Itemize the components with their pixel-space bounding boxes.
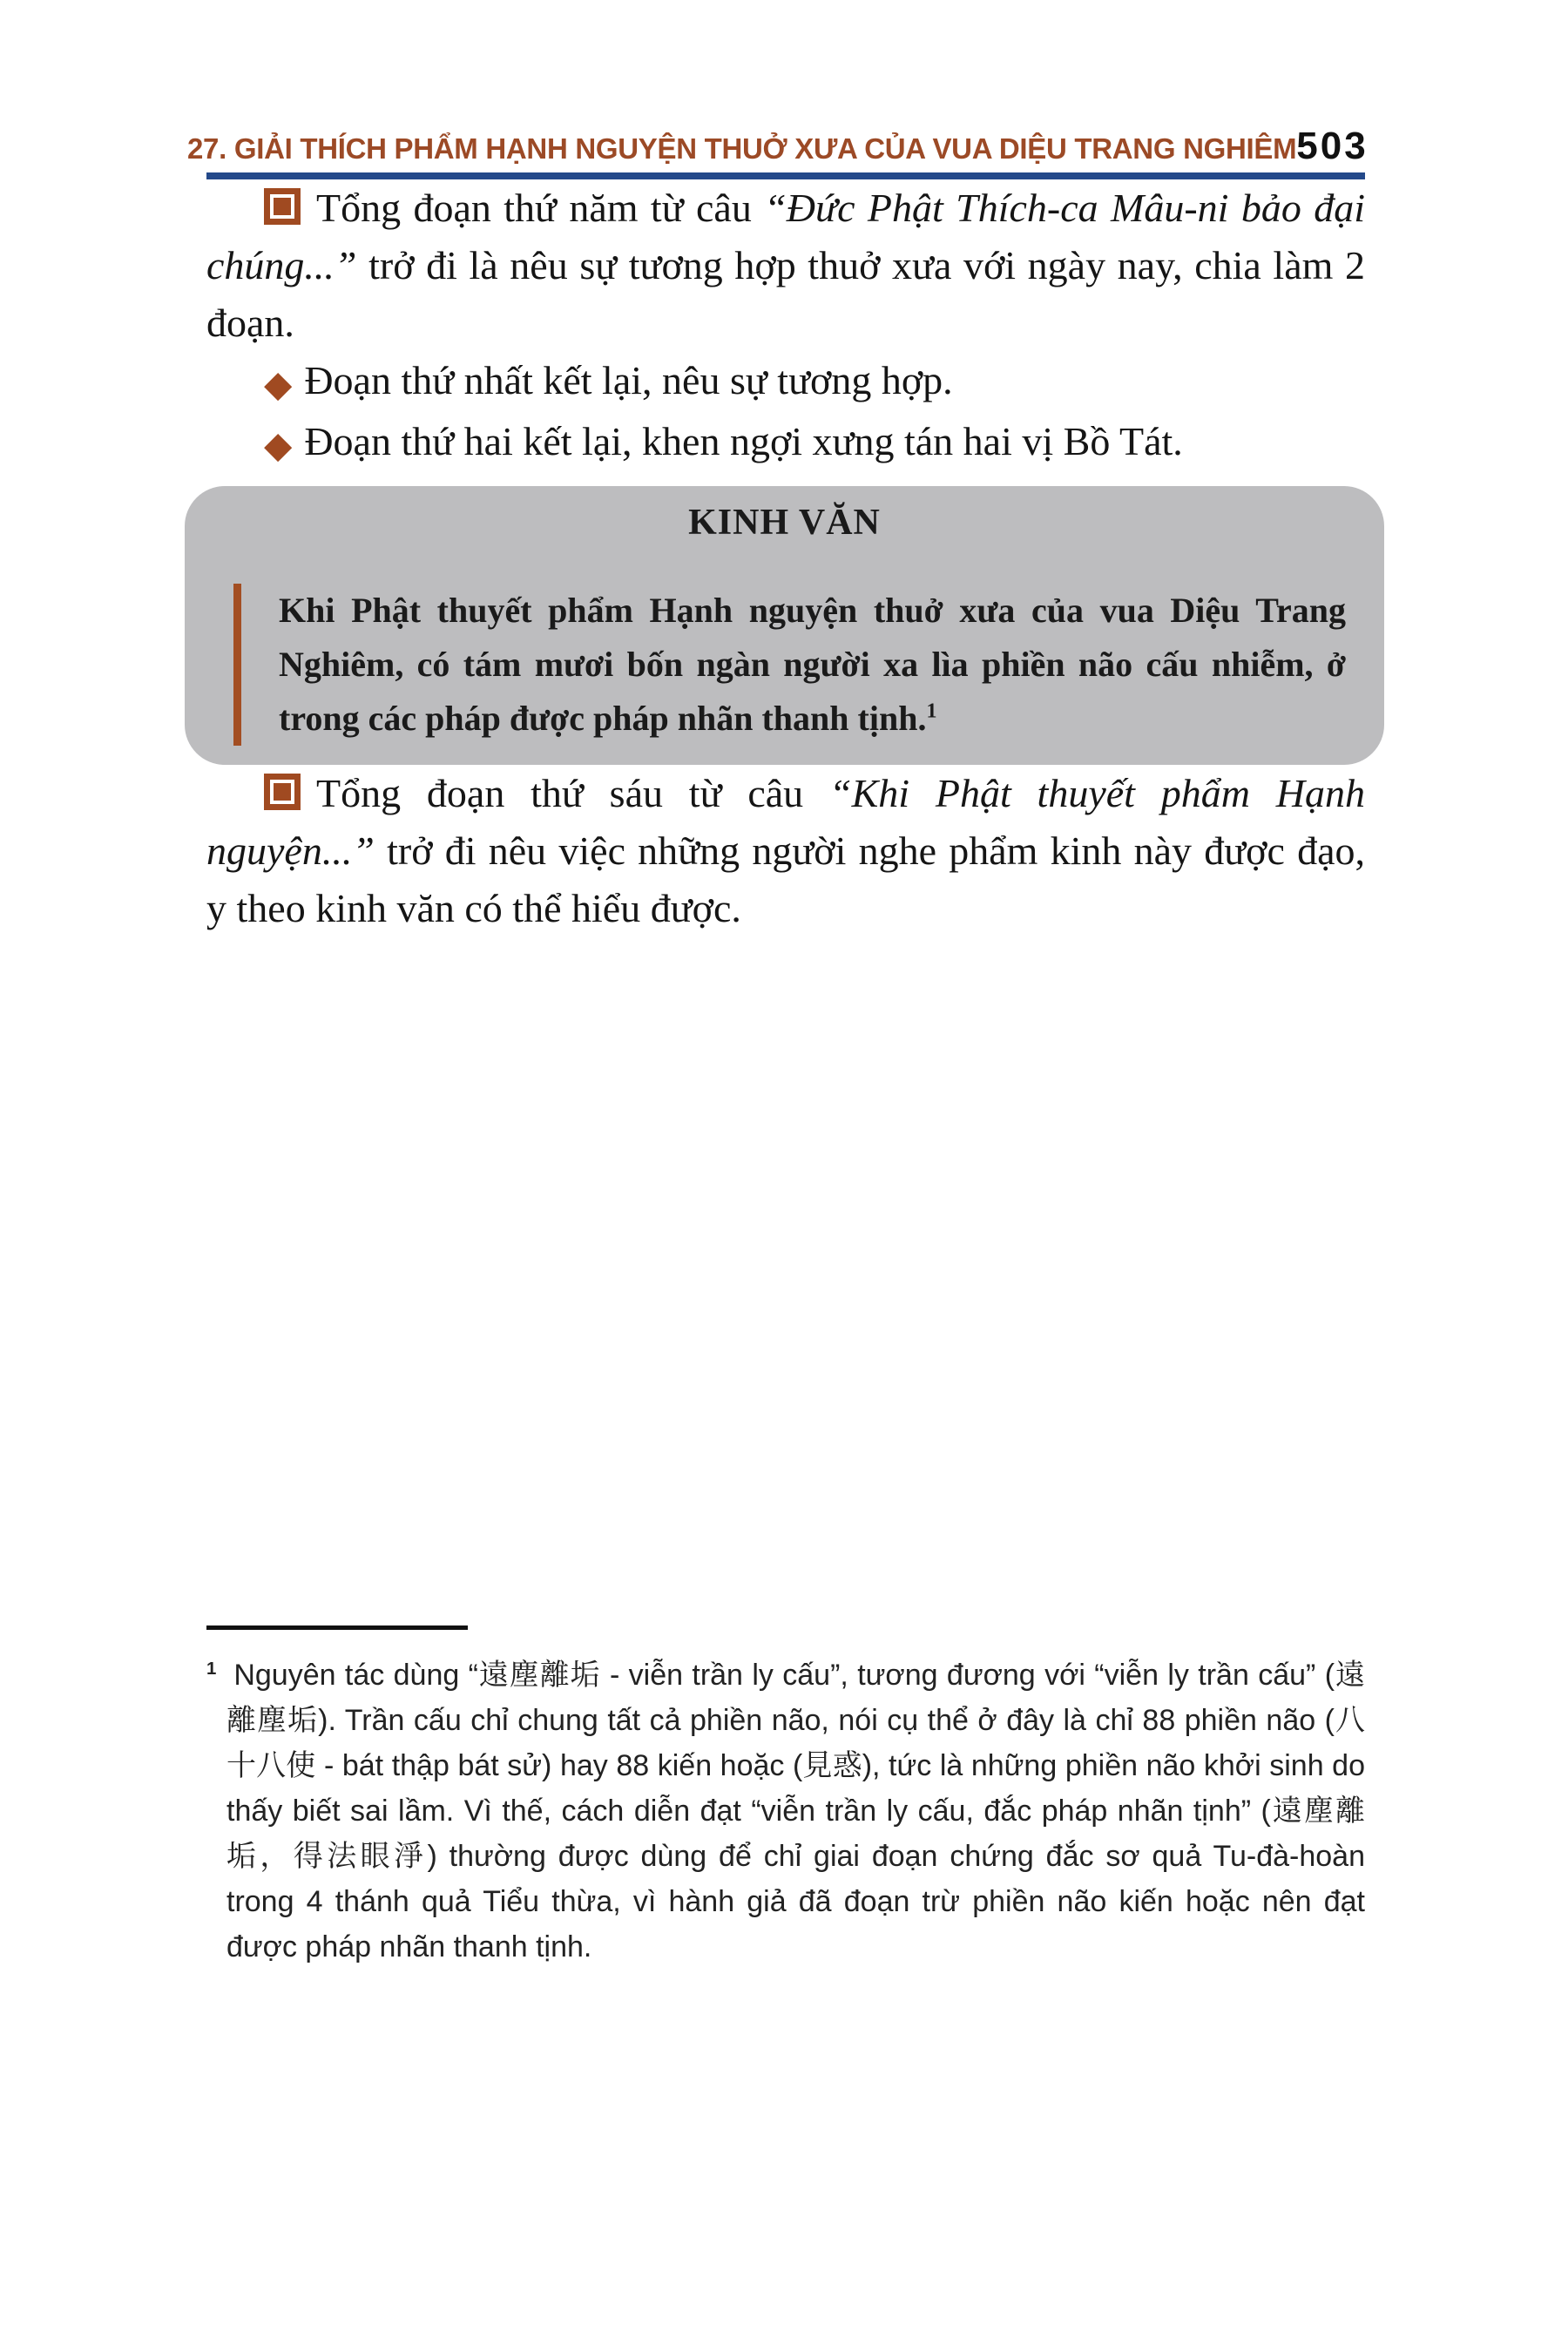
bullet-item-text: Đoạn thứ nhất kết lại, nêu sự tương hợp. xyxy=(304,358,953,402)
paragraph-section-six xyxy=(206,765,1365,937)
page-header xyxy=(187,0,1369,167)
footnote-marker: 1 xyxy=(206,1659,217,1679)
paragraph-text: Tổng đoạn thứ năm từ câu xyxy=(316,186,765,230)
square-bullet-icon xyxy=(264,188,301,225)
square-bullet-inner xyxy=(274,198,291,215)
paragraph-text: Tổng đoạn thứ sáu từ câu xyxy=(316,771,829,815)
paragraph-text: trở đi là nêu sự tương hợp thuở xưa với ngày nay, chia làm 2 đoạn. xyxy=(206,243,1365,345)
page-number: 503 xyxy=(1296,125,1369,167)
footnote xyxy=(206,1652,1365,1970)
kinh-van-box xyxy=(185,486,1384,765)
footnote-reference: 1 xyxy=(926,700,937,723)
paragraph-text: trở đi nêu việc những người nghe phẩm kinh này được đạo, y theo kinh văn có thể hiểu được. xyxy=(206,828,1365,930)
diamond-bullet-icon: ◆ xyxy=(264,362,293,405)
bullet-item-2 xyxy=(206,413,1365,474)
bullet-item-1 xyxy=(206,352,1365,413)
square-bullet-inner xyxy=(274,783,291,801)
quoted-citation-italic: “Khi Phật thuyết phẩm Hạnh nguyện...” xyxy=(206,771,1365,873)
kinh-van-title: KINH VĂN xyxy=(688,503,881,543)
diamond-bullet-icon: ◆ xyxy=(264,423,293,466)
footnote-text: Nguyên tác dùng “遠塵離垢 - viễn trần ly cấu”, tương đương với “viễn ly trần cấu” (遠離塵垢). Trần cấu chỉ chung tất cả phiền não, nói cụ thể ở đây là chỉ 88 phiền não (八 十八使 - bát thập bát sử) hay 88 kiến hoặc (見惑), tức là những phiền não khởi sinh do thấy biết sai lầm. Vì thế, cách diễn đạt “viễn trần ly cấu, đắc pháp nhãn tịnh” (遠塵離垢，得法眼淨) thường được dùng để chỉ giai đoạn chứng đắc sơ quả Tu-đà-hoàn trong 4 thánh quả Tiểu thừa, vì hành giả đã đoạn trừ phiền não kiến hoặc nên đạt được pháp nhãn thanh tịnh. xyxy=(226,1659,1365,1963)
header-rule xyxy=(206,172,1365,179)
square-bullet-icon xyxy=(264,774,301,810)
footnote-area xyxy=(206,1625,1365,1970)
kinh-van-text: Khi Phật thuyết phẩm Hạnh nguyện thuở xưa của vua Diệu Trang Nghiêm, có tám mươi bốn ngàn người xa lìa phiền não cấu nhiễm, ở trong các pháp được pháp nhãn thanh tịnh. xyxy=(279,591,1346,738)
quoted-citation-italic: “Đức Phật Thích-ca Mâu-ni bảo đại chúng...” xyxy=(206,186,1365,287)
footnote-separator-rule xyxy=(206,1625,468,1630)
running-head-title: 27. GIẢI THÍCH PHẨM HẠNH NGUYỆN THUỞ XƯA CỦA VUA DIỆU TRANG NGHIÊM xyxy=(187,132,1297,165)
bullet-item-text: Đoạn thứ hai kết lại, khen ngợi xưng tán hai vị Bồ Tát. xyxy=(304,419,1183,463)
kinh-van-body xyxy=(233,584,1346,746)
paragraph-section-five xyxy=(206,179,1365,352)
page-content xyxy=(206,179,1365,1970)
